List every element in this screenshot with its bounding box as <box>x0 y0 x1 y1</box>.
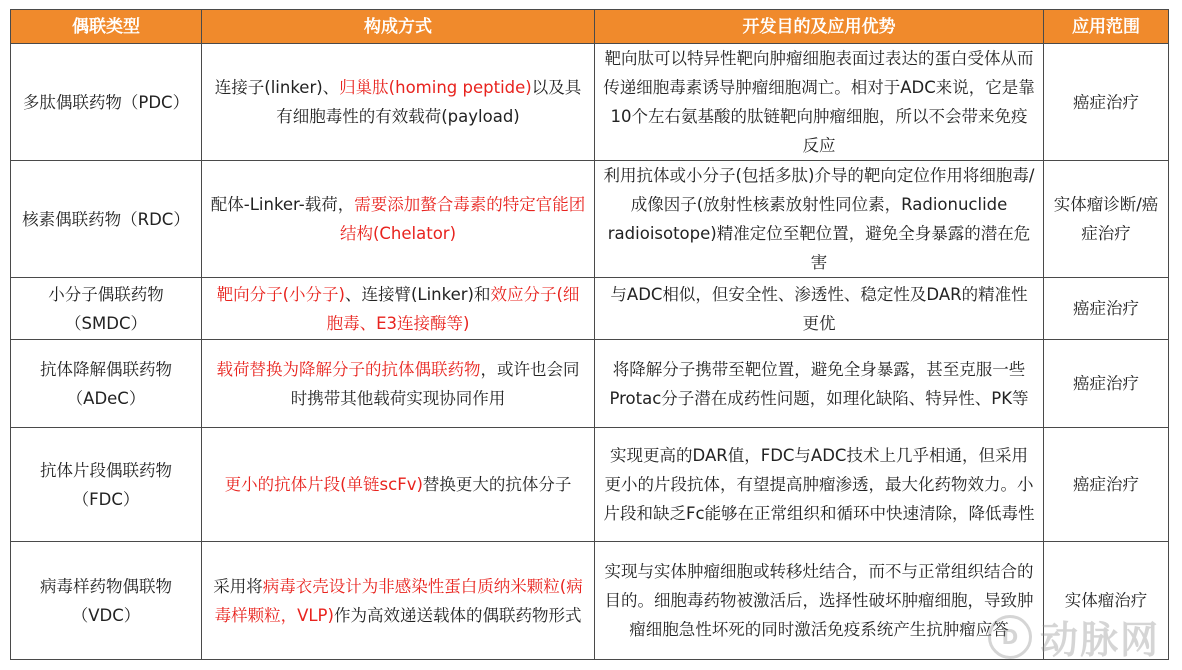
header-scope: 应用范围 <box>1044 10 1169 44</box>
watermark-text: 动脉网 <box>1039 618 1160 662</box>
cell-composition: 载荷替换为降解分子的抗体偶联药物，或许也会同时携带其他载荷实现协同作用 <box>202 340 595 428</box>
cell-advantage: 实现更高的DAR值，FDC与ADC技术上几乎相通，但采用更小的片段抗体，有望提高肿瘤渗透，最大化药物效力。小片段和缺乏Fc能够在正常组织和循环中快速清除，降低毒性 <box>595 428 1044 542</box>
cell-type: 小分子偶联药物（SMDC） <box>11 278 202 340</box>
cell-scope: 实体瘤治疗 <box>1044 542 1169 660</box>
conjugate-drug-table <box>10 9 1169 660</box>
cell-composition: 连接子(linker)、归巢肽(homing peptide)以及具有细胞毒性的有效载荷(payload) <box>202 44 595 161</box>
table-row <box>11 542 1169 660</box>
cell-advantage: 与ADC相似，但安全性、渗透性、稳定性及DAR的精准性更优 <box>595 278 1044 340</box>
cell-advantage: 将降解分子携带至靶位置，避免全身暴露，甚至克服一些Protac分子潜在成药性问题，如理化缺陷、特异性、PK等 <box>595 340 1044 428</box>
watermark-logo-icon: D <box>988 615 1032 659</box>
cell-type: 多肽偶联药物（PDC） <box>11 44 202 161</box>
cell-advantage: 靶向肽可以特异性靶向肿瘤细胞表面过表达的蛋白受体从而传递细胞毒素诱导肿瘤细胞凋亡。相对于ADC来说，它是靠10个左右氨基酸的肽链靶向肿瘤细胞，所以不会带来免疫反应 <box>595 44 1044 161</box>
cell-type: 抗体降解偶联药物（ADeC） <box>11 340 202 428</box>
cell-advantage: 利用抗体或小分子(包括多肽)介导的靶向定位作用将细胞毒/成像因子(放射性核素放射性同位素，Radionuclide radioisotope)精准定位至靶位置，避免全身暴露的潜在危害 <box>595 161 1044 278</box>
cell-composition: 靶向分子(小分子)、连接臂(Linker)和效应分子(细胞毒、E3连接酶等) <box>202 278 595 340</box>
cell-composition: 配体-Linker-载荷，需要添加螯合毒素的特定官能团结构(Chelator) <box>202 161 595 278</box>
cell-scope: 癌症治疗 <box>1044 428 1169 542</box>
header-row <box>11 10 1169 44</box>
cell-type: 病毒样药物偶联物（VDC） <box>11 542 202 660</box>
cell-scope: 实体瘤诊断/癌症治疗 <box>1044 161 1169 278</box>
cell-composition: 更小的抗体片段(单链scFv)替换更大的抗体分子 <box>202 428 595 542</box>
cell-scope: 癌症治疗 <box>1044 278 1169 340</box>
cell-scope: 癌症治疗 <box>1044 44 1169 161</box>
header-advantage: 开发目的及应用优势 <box>595 10 1044 44</box>
table-row <box>11 44 1169 161</box>
cell-composition: 采用将病毒衣壳设计为非感染性蛋白质纳米颗粒(病毒样颗粒，VLP)作为高效递送载体的偶联药物形式 <box>202 542 595 660</box>
cell-scope: 癌症治疗 <box>1044 340 1169 428</box>
table-row <box>11 278 1169 340</box>
table-row <box>11 340 1169 428</box>
cell-type: 抗体片段偶联药物（FDC） <box>11 428 202 542</box>
cell-type: 核素偶联药物（RDC） <box>11 161 202 278</box>
table-row <box>11 161 1169 278</box>
header-type: 偶联类型 <box>11 10 202 44</box>
table-row <box>11 428 1169 542</box>
header-composition: 构成方式 <box>202 10 595 44</box>
cell-advantage: 实现与实体肿瘤细胞或转移灶结合，而不与正常组织结合的目的。细胞毒药物被激活后，选择性破坏肿瘤细胞，导致肿瘤细胞急性坏死的同时激活免疫系统产生抗肿瘤应答 <box>595 542 1044 660</box>
